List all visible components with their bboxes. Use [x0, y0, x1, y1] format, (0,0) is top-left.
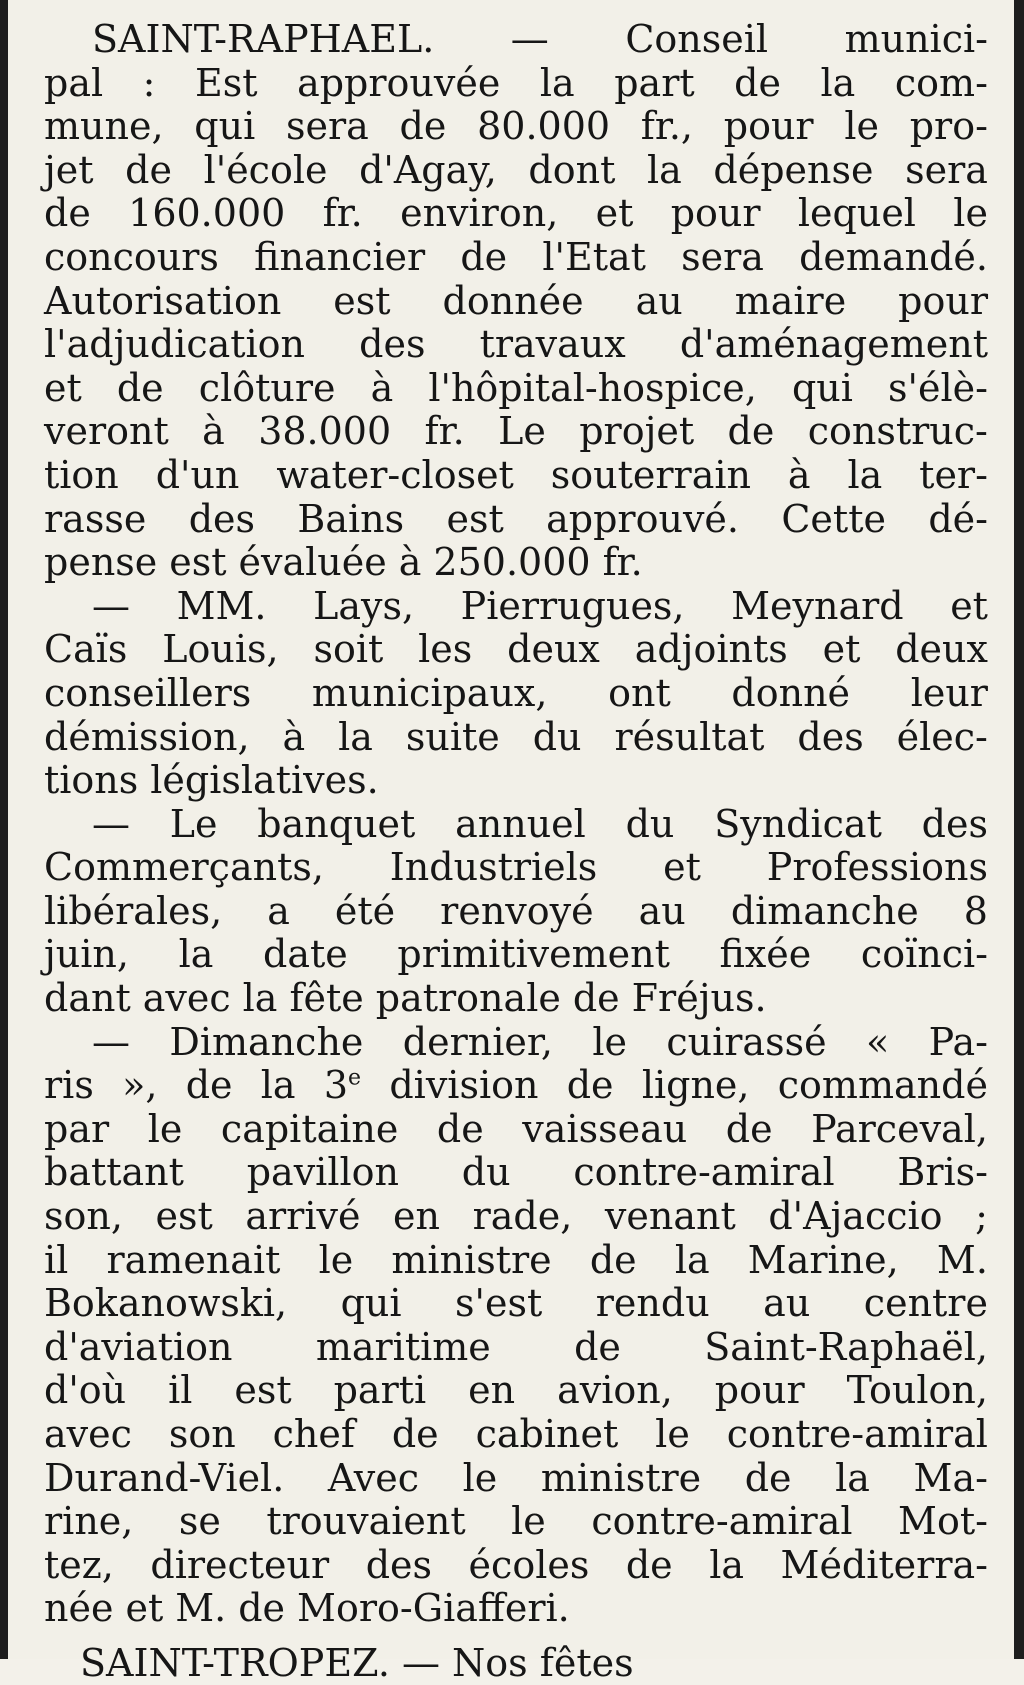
- word: Saint-Raphaël,: [704, 1324, 988, 1369]
- word: rine,: [44, 1499, 134, 1544]
- text-line: [44, 1021, 988, 1065]
- word: chef: [272, 1412, 355, 1456]
- word: de: [625, 1542, 673, 1587]
- text-line: [44, 803, 988, 847]
- word: mune,: [44, 104, 164, 149]
- text-line: [44, 846, 988, 890]
- word: water-closet: [276, 452, 514, 497]
- word: division: [389, 1063, 539, 1108]
- word: la: [847, 452, 883, 497]
- word: le: [462, 1455, 498, 1500]
- word: lequel: [797, 191, 916, 236]
- word: Professions: [766, 845, 988, 890]
- word: élec-: [896, 714, 988, 759]
- word: rasse: [44, 496, 147, 541]
- word: fête: [289, 976, 364, 1021]
- word: de: [238, 1586, 286, 1631]
- word: munici-: [844, 17, 988, 61]
- word: tion: [44, 452, 119, 497]
- word: des: [188, 496, 256, 541]
- word: »,: [122, 1063, 158, 1108]
- word: du: [461, 1150, 511, 1195]
- text-line: [44, 716, 988, 760]
- word: s'est: [455, 1281, 543, 1326]
- word: qui: [791, 365, 853, 410]
- right-border: [1014, 0, 1024, 1659]
- text-line: [44, 18, 988, 62]
- word: patronale: [375, 976, 561, 1021]
- word: il: [168, 1368, 193, 1413]
- text-line: [44, 105, 988, 149]
- word: à: [787, 452, 811, 497]
- word: battant: [44, 1150, 184, 1195]
- word: et: [822, 627, 861, 672]
- word: à: [282, 714, 306, 759]
- word: par: [44, 1106, 110, 1151]
- word: les: [418, 627, 473, 672]
- word: MM.: [176, 583, 267, 628]
- text-line: [44, 1587, 988, 1631]
- word: dépense: [713, 147, 874, 192]
- word: sera: [681, 234, 764, 279]
- word: d'aviation: [44, 1324, 233, 1369]
- word: Parceval,: [811, 1106, 988, 1151]
- word: des: [797, 714, 864, 759]
- word: la: [178, 932, 214, 977]
- word: de: [725, 1106, 773, 1151]
- word: le: [844, 104, 879, 149]
- word: le: [953, 191, 988, 236]
- word: pro-: [909, 104, 988, 149]
- word: ont: [608, 670, 671, 715]
- word: Avec: [327, 1455, 420, 1500]
- word: suite: [405, 714, 500, 759]
- word: fixée: [719, 932, 812, 977]
- word: —: [92, 583, 130, 628]
- word: M.: [936, 1237, 988, 1282]
- word: 250.000: [433, 540, 591, 585]
- word: ris: [44, 1063, 94, 1108]
- word: de: [185, 1063, 233, 1108]
- word: rendu: [595, 1281, 710, 1326]
- word: Toulon,: [846, 1368, 988, 1413]
- article-column: [44, 18, 988, 1631]
- word: maritime: [315, 1324, 491, 1369]
- word: rade,: [472, 1194, 573, 1239]
- word: cabinet: [475, 1412, 619, 1456]
- word: est: [169, 540, 227, 585]
- word: —: [510, 17, 549, 61]
- word: annuel: [455, 801, 586, 846]
- word: l'hôpital-hospice,: [428, 365, 757, 410]
- word: ligne,: [641, 1063, 750, 1108]
- word: pavillon: [246, 1150, 399, 1195]
- word: municipaux,: [311, 670, 548, 715]
- word: de: [391, 1412, 439, 1456]
- word: avec: [44, 1412, 132, 1456]
- word: qui: [194, 104, 256, 149]
- word: le: [592, 1019, 627, 1064]
- text-line: [44, 1457, 988, 1501]
- word: com-: [894, 60, 988, 105]
- word: le: [147, 1106, 183, 1151]
- word: dont: [528, 147, 616, 192]
- word: de: [734, 60, 781, 105]
- word: Marine,: [747, 1237, 899, 1282]
- word: Ma-: [913, 1455, 988, 1500]
- text-line: [44, 410, 988, 454]
- word: 8: [963, 888, 988, 933]
- word: la: [646, 147, 682, 192]
- word: ;: [975, 1194, 988, 1239]
- text-line: [44, 236, 988, 280]
- word: est: [446, 496, 504, 541]
- word: deux: [895, 627, 988, 672]
- word: approuvée: [297, 60, 501, 105]
- word: contre-amiral: [573, 1150, 835, 1195]
- text-line: [44, 280, 988, 324]
- word: ministre: [540, 1455, 702, 1500]
- word: dernier,: [402, 1019, 553, 1064]
- word: Meynard: [731, 583, 904, 628]
- word: donné: [731, 670, 851, 715]
- word: leur: [910, 670, 988, 715]
- word: Pierrugues,: [460, 583, 685, 628]
- word: née: [44, 1586, 114, 1631]
- word: donnée: [442, 278, 584, 323]
- word: à: [398, 540, 422, 585]
- next-article-cut-heading: SAINT-TROPEZ. — Nos fêtes: [80, 1641, 634, 1685]
- text-line: [44, 1151, 988, 1195]
- word: pal: [44, 60, 104, 105]
- word: sera: [905, 147, 988, 192]
- word: de: [399, 104, 447, 149]
- word: l'Etat: [542, 234, 646, 279]
- word: son,: [44, 1194, 123, 1239]
- word: évaluée: [238, 540, 387, 585]
- word: l'école: [203, 147, 328, 192]
- word: maire: [734, 278, 847, 323]
- word: approuvé.: [546, 496, 739, 541]
- word: projet: [579, 409, 695, 454]
- word: au: [638, 888, 686, 933]
- word: pour: [670, 191, 761, 236]
- word: pense: [44, 540, 158, 585]
- word: trouvaient: [266, 1499, 466, 1544]
- word: ter-: [919, 452, 988, 497]
- word: Le: [498, 409, 546, 454]
- word: capitaine: [220, 1106, 399, 1151]
- word: des: [365, 1542, 433, 1587]
- word: la: [835, 1455, 870, 1500]
- word: de: [460, 234, 508, 279]
- text-line: [44, 367, 988, 411]
- text-line: [44, 1108, 988, 1152]
- word: commandé: [777, 1063, 988, 1108]
- word: Moro-Giafferi.: [297, 1586, 570, 1631]
- word: contre-amiral: [591, 1499, 853, 1544]
- word: 3e: [323, 1063, 362, 1108]
- text-line: [44, 1064, 988, 1108]
- word: d'Ajaccio: [768, 1194, 943, 1239]
- word: Durand-Viel.: [44, 1455, 285, 1500]
- word: Commerçants,: [44, 845, 324, 890]
- word: la: [260, 1063, 296, 1108]
- text-line: [44, 1369, 988, 1413]
- text-line: [44, 498, 988, 542]
- word: le: [318, 1237, 354, 1282]
- word: la: [820, 60, 856, 105]
- word: souterrain: [550, 452, 751, 497]
- word: du: [532, 714, 582, 759]
- word: ministre: [391, 1237, 552, 1282]
- text-line: [44, 890, 988, 934]
- word: et: [663, 845, 701, 890]
- word: à: [370, 365, 394, 410]
- word: la: [674, 1237, 710, 1282]
- word: part: [614, 60, 695, 105]
- text-line: [44, 1500, 988, 1544]
- word: dé-: [928, 496, 988, 541]
- text-line: [44, 1282, 988, 1326]
- word: construc-: [807, 409, 988, 454]
- word: veront: [44, 409, 169, 454]
- word: est: [155, 1194, 213, 1239]
- word: été: [334, 888, 396, 933]
- word: Lays,: [313, 583, 415, 628]
- word: fr.: [602, 540, 643, 585]
- word: l'adjudication: [44, 322, 306, 367]
- word: ramenait: [106, 1237, 281, 1282]
- word: a: [267, 888, 290, 933]
- word: primitivement: [397, 932, 670, 977]
- word: :: [142, 60, 156, 105]
- text-line: [44, 149, 988, 193]
- word: écoles: [468, 1542, 590, 1587]
- word: Conseil: [625, 17, 769, 61]
- word: des: [359, 322, 426, 367]
- word: d'aménagement: [679, 322, 988, 367]
- word: tions: [44, 758, 139, 803]
- word: «: [865, 1019, 890, 1064]
- word: pour: [714, 1368, 805, 1413]
- word: Syndicat: [714, 801, 882, 846]
- word: vaisseau: [522, 1106, 688, 1151]
- word: Caïs: [44, 627, 128, 672]
- word: avec: [142, 976, 231, 1021]
- word: le: [511, 1499, 546, 1544]
- word: est: [333, 278, 391, 323]
- word: date: [263, 932, 348, 977]
- word: juin,: [44, 932, 129, 977]
- word: centre: [863, 1281, 988, 1326]
- word: démission,: [44, 714, 250, 759]
- word: travaux: [479, 322, 626, 367]
- word: de: [44, 191, 91, 236]
- superscript: e: [348, 1065, 362, 1091]
- word: se: [178, 1499, 221, 1544]
- word: 38.000: [258, 409, 392, 454]
- word: renvoyé: [440, 888, 594, 933]
- word: de: [566, 1063, 614, 1108]
- word: en: [393, 1194, 441, 1239]
- text-line: [44, 672, 988, 716]
- word: environ,: [400, 191, 559, 236]
- word: Louis,: [162, 627, 279, 672]
- word: de: [589, 1237, 637, 1282]
- word: avion,: [557, 1368, 673, 1413]
- word: est: [234, 1368, 292, 1413]
- text-line: [44, 192, 988, 236]
- word: Mot-: [898, 1499, 988, 1544]
- word: de: [574, 1324, 621, 1369]
- word: Bains: [297, 496, 405, 541]
- word: s'élè-: [888, 365, 988, 410]
- word: —: [92, 1019, 130, 1064]
- word: deux: [507, 627, 600, 672]
- word: libérales,: [44, 888, 223, 933]
- word: au: [763, 1281, 811, 1326]
- word: clôture: [198, 365, 336, 410]
- text-line: [44, 1195, 988, 1239]
- word: la: [709, 1542, 745, 1587]
- word: son: [168, 1412, 236, 1456]
- word: au: [635, 278, 683, 323]
- word: de: [436, 1106, 484, 1151]
- word: fr.: [322, 191, 363, 236]
- word: tez,: [44, 1542, 114, 1587]
- word: Fréjus.: [631, 976, 767, 1021]
- word: pour: [898, 278, 988, 323]
- word: fr.: [424, 409, 465, 454]
- word: Bokanowski,: [44, 1281, 288, 1326]
- left-border: [0, 0, 8, 1659]
- word: la: [242, 976, 278, 1021]
- word: en: [468, 1368, 516, 1413]
- word: adjoints: [634, 627, 788, 672]
- word: à: [202, 409, 225, 454]
- text-line: [44, 933, 988, 977]
- word: financier: [254, 234, 426, 279]
- word: d'Agay,: [359, 147, 497, 192]
- text-line: [44, 759, 988, 803]
- word: Dimanche: [169, 1019, 364, 1064]
- word: conseillers: [44, 670, 252, 715]
- word: de: [116, 365, 164, 410]
- word: concours: [44, 234, 219, 279]
- word: Méditerra-: [780, 1542, 988, 1587]
- word: jet: [44, 147, 94, 192]
- word: M.: [175, 1586, 227, 1631]
- word: et: [44, 365, 82, 410]
- word: 160.000: [128, 191, 286, 236]
- word: Cette: [781, 496, 886, 541]
- text-line: [44, 1326, 988, 1370]
- word: et: [950, 583, 988, 628]
- word: de: [727, 409, 775, 454]
- text-line: [44, 585, 988, 629]
- word: Industriels: [389, 845, 598, 890]
- word: —: [92, 801, 130, 846]
- word: qui: [340, 1281, 402, 1326]
- word: contre-amiral: [726, 1412, 988, 1456]
- word: arrivé: [245, 1194, 361, 1239]
- word: de: [572, 976, 620, 1021]
- word: venant: [604, 1194, 736, 1239]
- word: Bris-: [897, 1150, 988, 1195]
- word: demandé.: [799, 234, 988, 279]
- text-line: [44, 1239, 988, 1283]
- word: coïnci-: [860, 932, 988, 977]
- text-line: [44, 1413, 988, 1457]
- word: fr.,: [640, 104, 694, 149]
- text-line: [44, 628, 988, 672]
- word: et: [595, 191, 634, 236]
- word: soit: [313, 627, 384, 672]
- word: législatives.: [150, 758, 379, 803]
- word: résultat: [614, 714, 765, 759]
- text-line: [44, 454, 988, 498]
- text-line: [44, 323, 988, 367]
- word: la: [539, 60, 575, 105]
- word: Autorisation: [44, 278, 282, 323]
- word: le: [655, 1412, 690, 1456]
- text-line: [44, 977, 988, 1021]
- word: Le: [169, 801, 218, 846]
- word: la: [338, 714, 373, 759]
- text-line: [44, 1544, 988, 1588]
- word: Pa-: [928, 1019, 988, 1064]
- text-line: [44, 62, 988, 106]
- word: il: [44, 1237, 69, 1282]
- word: sera: [285, 104, 369, 149]
- word: pour: [723, 104, 814, 149]
- word: 80.000: [477, 104, 611, 149]
- word: parti: [333, 1368, 427, 1413]
- word: d'où: [44, 1368, 127, 1413]
- word: des: [921, 801, 988, 846]
- word: cuirassé: [666, 1019, 827, 1064]
- word: de: [744, 1455, 792, 1500]
- word: directeur: [150, 1542, 330, 1587]
- word: du: [625, 801, 675, 846]
- word: dimanche: [730, 888, 919, 933]
- word: et: [125, 1586, 164, 1631]
- word: SAINT-RAPHAEL.: [92, 17, 435, 61]
- word: dant: [44, 976, 131, 1021]
- word: banquet: [257, 801, 416, 846]
- word: de: [125, 147, 172, 192]
- text-line: [44, 541, 988, 585]
- word: Est: [195, 60, 258, 105]
- word: d'un: [155, 452, 240, 497]
